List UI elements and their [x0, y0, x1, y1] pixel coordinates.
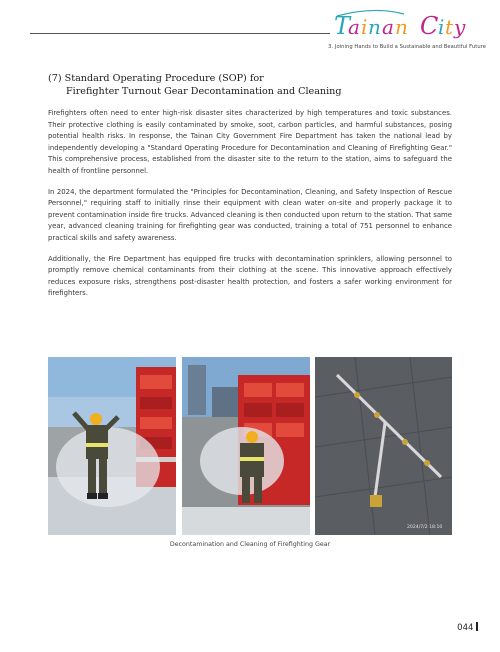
svg-text:T: T — [334, 12, 351, 40]
photo-decontamination-spray — [182, 357, 310, 535]
section-title — [48, 72, 468, 98]
svg-text:n: n — [368, 15, 381, 39]
svg-text:t: t — [445, 15, 454, 39]
paragraph-2: In 2024, the department formulated the "Principles for Decontamination, Cleaning, and Safety Inspection of Rescue Personnel," requiring staff to initially rinse their equipment with clean water on-site and properly package it to prevent contamination inside fire trucks. Advanced cleaning is then conducted upon return to the station. That same year, advanced cleaning training for firefighting gear was conducted, training a total of 751 personnel to enhance practical skills and safety awareness. — [48, 187, 452, 242]
svg-text:i: i — [361, 15, 368, 39]
section-title-line-2: Firefighter Turnout Gear Decontamination and Cleaning — [66, 86, 342, 97]
svg-text:i: i — [438, 15, 445, 39]
svg-text:a: a — [382, 15, 394, 39]
svg-text:C: C — [420, 12, 439, 40]
header-tagline: 3. Joining Hands to Build a Sustainable and Beautiful Future — [328, 44, 486, 50]
svg-text:y: y — [454, 15, 466, 39]
tainan-city-logo — [334, 8, 484, 42]
svg-text:a: a — [348, 15, 360, 39]
paragraph-3: Additionally, the Fire Department has equipped fire trucks with decontamination sprinklers, allowing personnel to promptly remove chemical contaminants from their clothing at the scene. This innovative approach effectively reduces exposure risks, strengthens post-disaster health protection, and fosters a safer working environment for firefighters. — [48, 254, 452, 298]
page-number-bar — [476, 622, 478, 631]
page-number-value: 044 — [457, 623, 474, 633]
body-text — [48, 108, 452, 309]
page-number — [457, 622, 478, 633]
header-rule — [30, 33, 330, 34]
section-title-line-1: (7) Standard Operating Procedure (SOP) for — [48, 73, 264, 84]
svg-text:n: n — [395, 15, 408, 39]
photo-firefighter-rinse — [48, 357, 176, 535]
photo-timestamp: 2024/7/2 18:10 — [407, 525, 443, 530]
paragraph-1: Firefighters often need to enter high-risk disaster sites characterized by high temperatures and toxic substances. Their protective clothing is easily contaminated by smoke, soot, carbon particles, and harmful substances, posing potential health risks. In response, the Tainan City Government Fire Department has taken the national lead by independently developing a "Standard Operating Procedure for Decontamination and Cleaning of Firefighting Gear." This comprehensive process, established from the disaster site to the return to the station, aims to safeguard the health of frontline personnel. — [48, 109, 452, 175]
photo-decontamination-sprinkler — [315, 357, 452, 535]
photo-caption: Decontamination and Cleaning of Firefighting Gear — [169, 541, 331, 548]
